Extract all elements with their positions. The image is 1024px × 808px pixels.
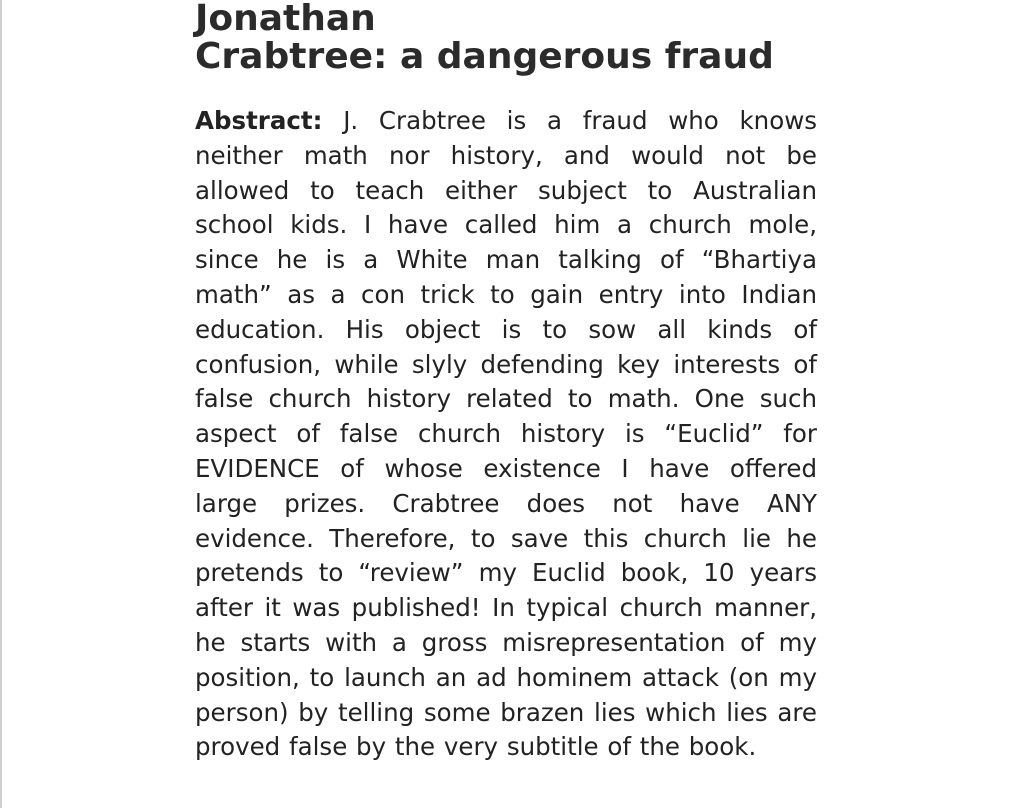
article-title [195, 0, 817, 76]
article-title-line-1: Jonathan [195, 0, 376, 39]
article-title-line-2: Crabtree: a dangerous fraud [195, 36, 774, 77]
article-abstract [195, 104, 817, 765]
article [195, 0, 817, 765]
page-left-border [0, 0, 2, 808]
abstract-label: Abstract: [195, 106, 323, 135]
abstract-text: J. Crabtree is a fraud who knows neither math nor history, and would not be allowed to teach either subject to Australian school kids. I have called him a church mole, since he is a White man talking of “Bhartiya math” as a con trick to gain entry into Indian education. His object is to sow all kinds of confusion, while slyly defending key interests of false church history related to math. One such aspect of false church history is “Euclid” for EVIDENCE of whose existence I have offered large prizes. Crabtree does not have ANY evidence. Therefore, to save this church lie he pretends to “review” my Euclid book, 10 years after it was published! In typical church manner, he starts with a gross misrepresentation of my position, to launch an ad hominem attack (on my person) by telling some brazen lies which lies are proved false by the very subtitle of the book. [195, 106, 817, 762]
